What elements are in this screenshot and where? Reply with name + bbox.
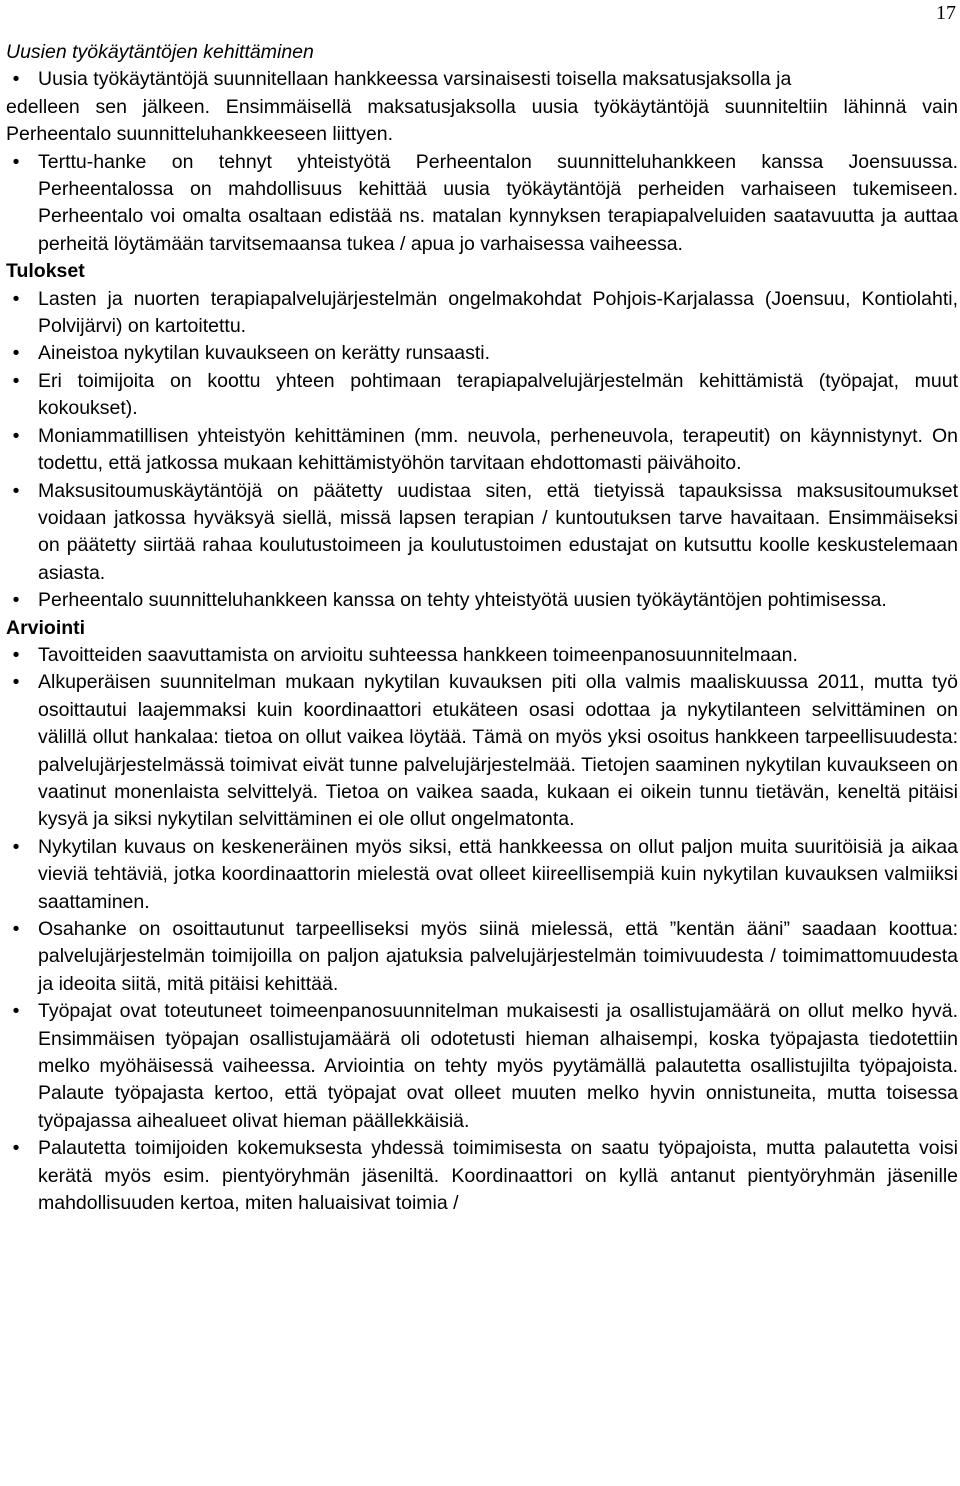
bullet-icon: • <box>12 1137 20 1160</box>
bullet-icon: • <box>12 1000 20 1023</box>
list-item-text: Palautetta toimijoiden kokemuksesta yhdessä toimimisesta on saatu työpajoista, mutta palautetta voisi kerätä myös esim. pientyöryhmän jäseniltä. Koordinaattori on kyllä antanut pientyöryhmän jäsenille mahdollisuuden kertoa, miten haluaisivat toimia / <box>38 1137 958 1215</box>
bullet-list <box>6 149 958 259</box>
bullet-list <box>6 66 958 93</box>
list-item <box>6 66 958 93</box>
bullet-icon: • <box>12 643 20 666</box>
list-item-text: Tavoitteiden saavuttamista on arvioitu suhteessa hankkeen toimeenpanosuunnitelmaan. <box>38 643 798 666</box>
list-item <box>6 368 958 423</box>
list-item <box>6 587 958 614</box>
list-item <box>6 423 958 478</box>
section-arviointi <box>6 615 958 1218</box>
section-uusien-tyokaytantojen <box>6 39 958 258</box>
bullet-icon: • <box>12 671 20 694</box>
section-tulokset <box>6 258 958 614</box>
bullet-icon: • <box>12 835 20 858</box>
list-item-text: Moniammatillisen yhteistyön kehittäminen (mm. neuvola, perheneuvola, terapeutit) on käynnistynyt. On todettu, että jatkossa mukaan kehittämistyöhön tarvitaan ehdottomasti päivähoito. <box>38 424 958 475</box>
document-body <box>6 39 958 1217</box>
bullet-list <box>6 642 958 1218</box>
bullet-icon: • <box>12 589 20 612</box>
list-item <box>6 998 958 1135</box>
list-item-text: Osahanke on osoittautunut tarpeelliseksi myös siinä mielessä, että ”kentän ääni” saadaan koottua: palvelujärjestelmän toimijoilla on paljon ajatuksia palvelujärjestelmän toimivuudesta / toimimattomuudesta ja ideoita siitä, mitä pitäisi kehittää. <box>38 918 958 995</box>
bullet-icon: • <box>12 150 20 173</box>
list-item <box>6 834 958 916</box>
list-item-text: Aineistoa nykytilan kuvaukseen on kerätty runsaasti. <box>38 342 490 365</box>
bullet-icon: • <box>12 342 20 365</box>
list-item-text: Perheentalo suunnitteluhankkeen kanssa on tehty yhteistyötä uusien työkäytäntöjen pohtimisessa. <box>38 589 887 612</box>
list-item <box>6 916 958 998</box>
bullet-icon: • <box>12 918 20 940</box>
list-item-text: Alkuperäisen suunnitelman mukaan nykytilan kuvauksen piti olla valmis maaliskuussa 2011, mutta työ osoittautui laajemmaksi kuin koordinaattori etukäteen osasi odottaa ja nykytilanteen selvittäminen on välillä ollut hankalaa: tietoa on ollut vaikea löytää. Tämä on myös yksi osoitus hankkeen tarpeellisuudesta: palvelujärjestelmässä toimivat eivät tunne palvelujärjestelmää. Tietojen saaminen nykytilan kuvaukseen on vaatinut monenlaista selvittelyä. Tietoa on vaikea saada, kukaan ei oikein tunnu tietävän, keneltä pitäisi kysyä ja siksi nykytilan selvittäminen ei ole ollut ongelmatonta. <box>38 671 958 831</box>
paragraph-continuation: edelleen sen jälkeen. Ensimmäisellä maksatusjaksolla uusia työkäytäntöjä suunniteltiin lähinnä vain Perheentalo suunnitteluhankkeeseen liittyen. <box>6 95 958 146</box>
section-heading: Tulokset <box>6 260 85 283</box>
bullet-icon: • <box>12 287 20 310</box>
list-item-text: Eri toimijoita on koottu yhteen pohtimaan terapiapalvelujärjestelmän kehittämistä (työpajat, muut kokoukset). <box>38 369 958 420</box>
list-item-text: Nykytilan kuvaus on keskeneräinen myös siksi, että hankkeessa on ollut paljon muita suuritöisiä ja aikaa vieviä tehtäviä, jotka koordinaattorin mielestä ovat olleet kiireellisempiä kuin nykytilan kuvauksen valmiiksi saattaminen. <box>38 835 958 913</box>
list-item <box>6 286 958 341</box>
list-item <box>6 340 958 367</box>
bullet-icon: • <box>12 68 20 91</box>
list-item <box>6 642 958 669</box>
page-number: 17 <box>936 2 956 24</box>
list-item <box>6 1135 958 1217</box>
list-item-text: Uusia työkäytäntöjä suunnitellaan hankkeessa varsinaisesti toisella maksatusjaksolla ja <box>38 68 792 91</box>
bullet-icon: • <box>12 369 20 392</box>
section-heading: Uusien työkäytäntöjen kehittäminen <box>6 41 314 63</box>
list-item <box>6 149 958 259</box>
list-item-text: Työpajat ovat toteutuneet toimeenpanosuunnitelman mukaisesti ja osallistujamäärä on ollut melko hyvä. Ensimmäisen työpajan osallistujamäärä oli odotetusti hieman alhaisempi, koska työpajasta tiedotettiin melko myöhäisessä vaiheessa. Arviointia on tehty myös pyytämällä palautetta osallistujilta työpajoista. Palaute työpajasta kertoo, että työpajat ovat olleet muuten melko hyvin onnistuneita, mutta toisessa työpajassa aihealueet olivat hieman päällekkäisiä. <box>38 1000 958 1132</box>
bullet-icon: • <box>12 424 20 447</box>
bullet-list <box>6 286 958 615</box>
section-heading: Arviointi <box>6 616 86 639</box>
list-item <box>6 669 958 833</box>
list-item-text: Maksusitoumuskäytäntöjä on päätetty uudistaa siten, että tietyissä tapauksissa maksusitoumukset voidaan jatkossa hyväksyä siellä, missä lapsen terapian / kuntoutuksen tarve havaitaan. Ensimmäiseksi on päätetty siirtää rahaa koulutustoimeen ja koulutustoimen edustajat on kutsuttu koolle keskustelemaan asiasta. <box>38 479 958 584</box>
list-item-text: Lasten ja nuorten terapiapalvelujärjestelmän ongelmakohdat Pohjois-Karjalassa (Joensuu, Kontiolahti, Polvijärvi) on kartoitettu. <box>38 287 958 338</box>
bullet-icon: • <box>12 479 20 502</box>
list-item <box>6 478 958 588</box>
list-item-text: Terttu-hanke on tehnyt yhteistyötä Perheentalon suunnitteluhankkeen kanssa Joensuussa. Perheentalossa on mahdollisuus kehittää uusia työkäytäntöjä perheiden varhaiseen tukemiseen. Perheentalo voi omalta osaltaan edistää ns. matalan kynnyksen terapiapalveluiden saatavuutta ja auttaa perheitä löytämään tarvitsemaansa tukea / apua jo varhaisessa vaiheessa. <box>38 150 958 255</box>
